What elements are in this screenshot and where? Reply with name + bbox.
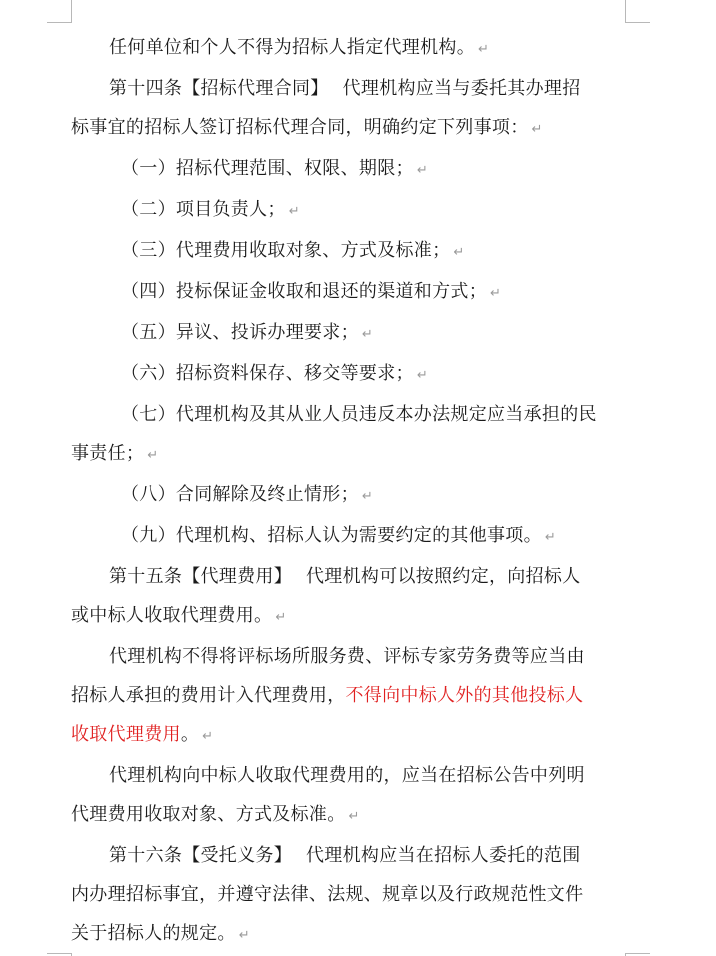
list-item-text: （六）招标资料保存、移交等要求； [121, 363, 414, 384]
paragraph-winner-line-1 [71, 756, 627, 795]
paragraph-text: 代理费用收取对象、方式及标准。 [71, 804, 346, 825]
paragraph-text: 代理机构不得将评标场所服务费、评标专家劳务费等应当由 [109, 646, 585, 667]
paragraph-mark-icon: ↵ [361, 489, 374, 504]
article-15-line-2 [71, 596, 627, 637]
document-page[interactable] [71, 28, 627, 955]
list-item-text: （一）招标代理范围、权限、期限； [121, 158, 414, 179]
list-item-text: （七）代理机构及其从业人员违反本办法规定应当承担的民 [121, 404, 597, 425]
paragraph-mark-icon: ↵ [544, 530, 557, 545]
paragraph-text: 或中标人收取代理费用。 [71, 605, 273, 626]
list-item [71, 395, 627, 434]
list-item [71, 313, 627, 354]
list-item [71, 354, 627, 395]
list-item-text: （三）代理费用收取对象、方式及标准； [121, 240, 451, 261]
paragraph-intro [71, 28, 627, 69]
paragraph-text: 代理机构应当在招标人委托的范围 [306, 845, 581, 866]
paragraph-text: 标事宜的招标人签订招标代理合同，明确约定下列事项： [71, 117, 529, 138]
list-item-text: （五）异议、投诉办理要求； [121, 322, 359, 343]
article-14-line-2 [71, 108, 627, 149]
article-16-line-3 [71, 914, 627, 955]
paragraph-winner-line-2 [71, 795, 627, 836]
page-corner-top-left [47, 0, 72, 23]
paragraph-fee-line-3 [71, 715, 627, 756]
list-item-continuation [71, 434, 627, 475]
article-16-heading: 第十六条【受托义务】 [109, 845, 292, 866]
paragraph-mark-icon: ↵ [202, 729, 214, 744]
list-item [71, 149, 627, 190]
paragraph-mark-icon: ↵ [361, 327, 374, 342]
list-item [71, 475, 627, 516]
list-item-text: （二）项目负责人； [121, 199, 286, 220]
article-15-line-1 [71, 557, 627, 596]
paragraph-text: 代理机构向中标人收取代理费用的，应当在招标公告中列明 [109, 765, 585, 786]
paragraph-text: 任何单位和个人不得为招标人指定代理机构。 [109, 37, 475, 58]
article-16-line-2 [71, 875, 627, 914]
list-item [71, 231, 627, 272]
paragraph-text: 代理机构应当与委托其办理招 [342, 78, 581, 99]
paragraph-mark-icon: ↵ [478, 42, 490, 57]
highlighted-text: 不得向中标人外的其他投标人 [345, 685, 584, 706]
paragraph-mark-icon: ↵ [531, 122, 543, 137]
list-item [71, 516, 627, 557]
list-item-text: （四）投标保证金收取和退还的渠道和方式； [121, 281, 487, 302]
list-item-text: （八）合同解除及终止情形； [121, 484, 359, 505]
list-item-text: 事责任； [71, 443, 145, 464]
paragraph-text: 内办理招标事宜，并遵守法律、法规、规章以及行政规范性文件 [71, 884, 584, 905]
highlighted-text: 收取代理费用 [71, 724, 181, 745]
paragraph-fee-line-2 [71, 676, 627, 715]
page-corner-top-right [625, 0, 650, 23]
paragraph-text: 。 [180, 724, 200, 745]
list-item [71, 272, 627, 313]
paragraph-mark-icon: ↵ [288, 204, 300, 219]
article-14-heading: 第十四条【招标代理合同】 [109, 78, 329, 99]
paragraph-text: 关于招标人的规定。 [71, 923, 236, 944]
paragraph-mark-icon: ↵ [416, 368, 429, 383]
paragraph-mark-icon: ↵ [490, 286, 502, 301]
article-14-line-1 [71, 69, 627, 108]
paragraph-mark-icon: ↵ [416, 163, 429, 178]
paragraph-mark-icon: ↵ [147, 448, 159, 463]
paragraph-mark-icon: ↵ [275, 610, 287, 625]
paragraph-text: 代理机构可以按照约定，向招标人 [306, 566, 581, 587]
article-16-line-1 [71, 836, 627, 875]
paragraph-mark-icon: ↵ [453, 245, 465, 260]
paragraph-mark-icon: ↵ [348, 809, 360, 824]
paragraph-mark-icon: ↵ [238, 928, 250, 943]
list-item-text: （九）代理机构、招标人认为需要约定的其他事项。 [121, 525, 542, 546]
paragraph-text: 招标人承担的费用计入代理费用， [71, 685, 346, 706]
paragraph-fee-line-1 [71, 637, 627, 676]
article-15-heading: 第十五条【代理费用】 [109, 566, 292, 587]
list-item [71, 190, 627, 231]
